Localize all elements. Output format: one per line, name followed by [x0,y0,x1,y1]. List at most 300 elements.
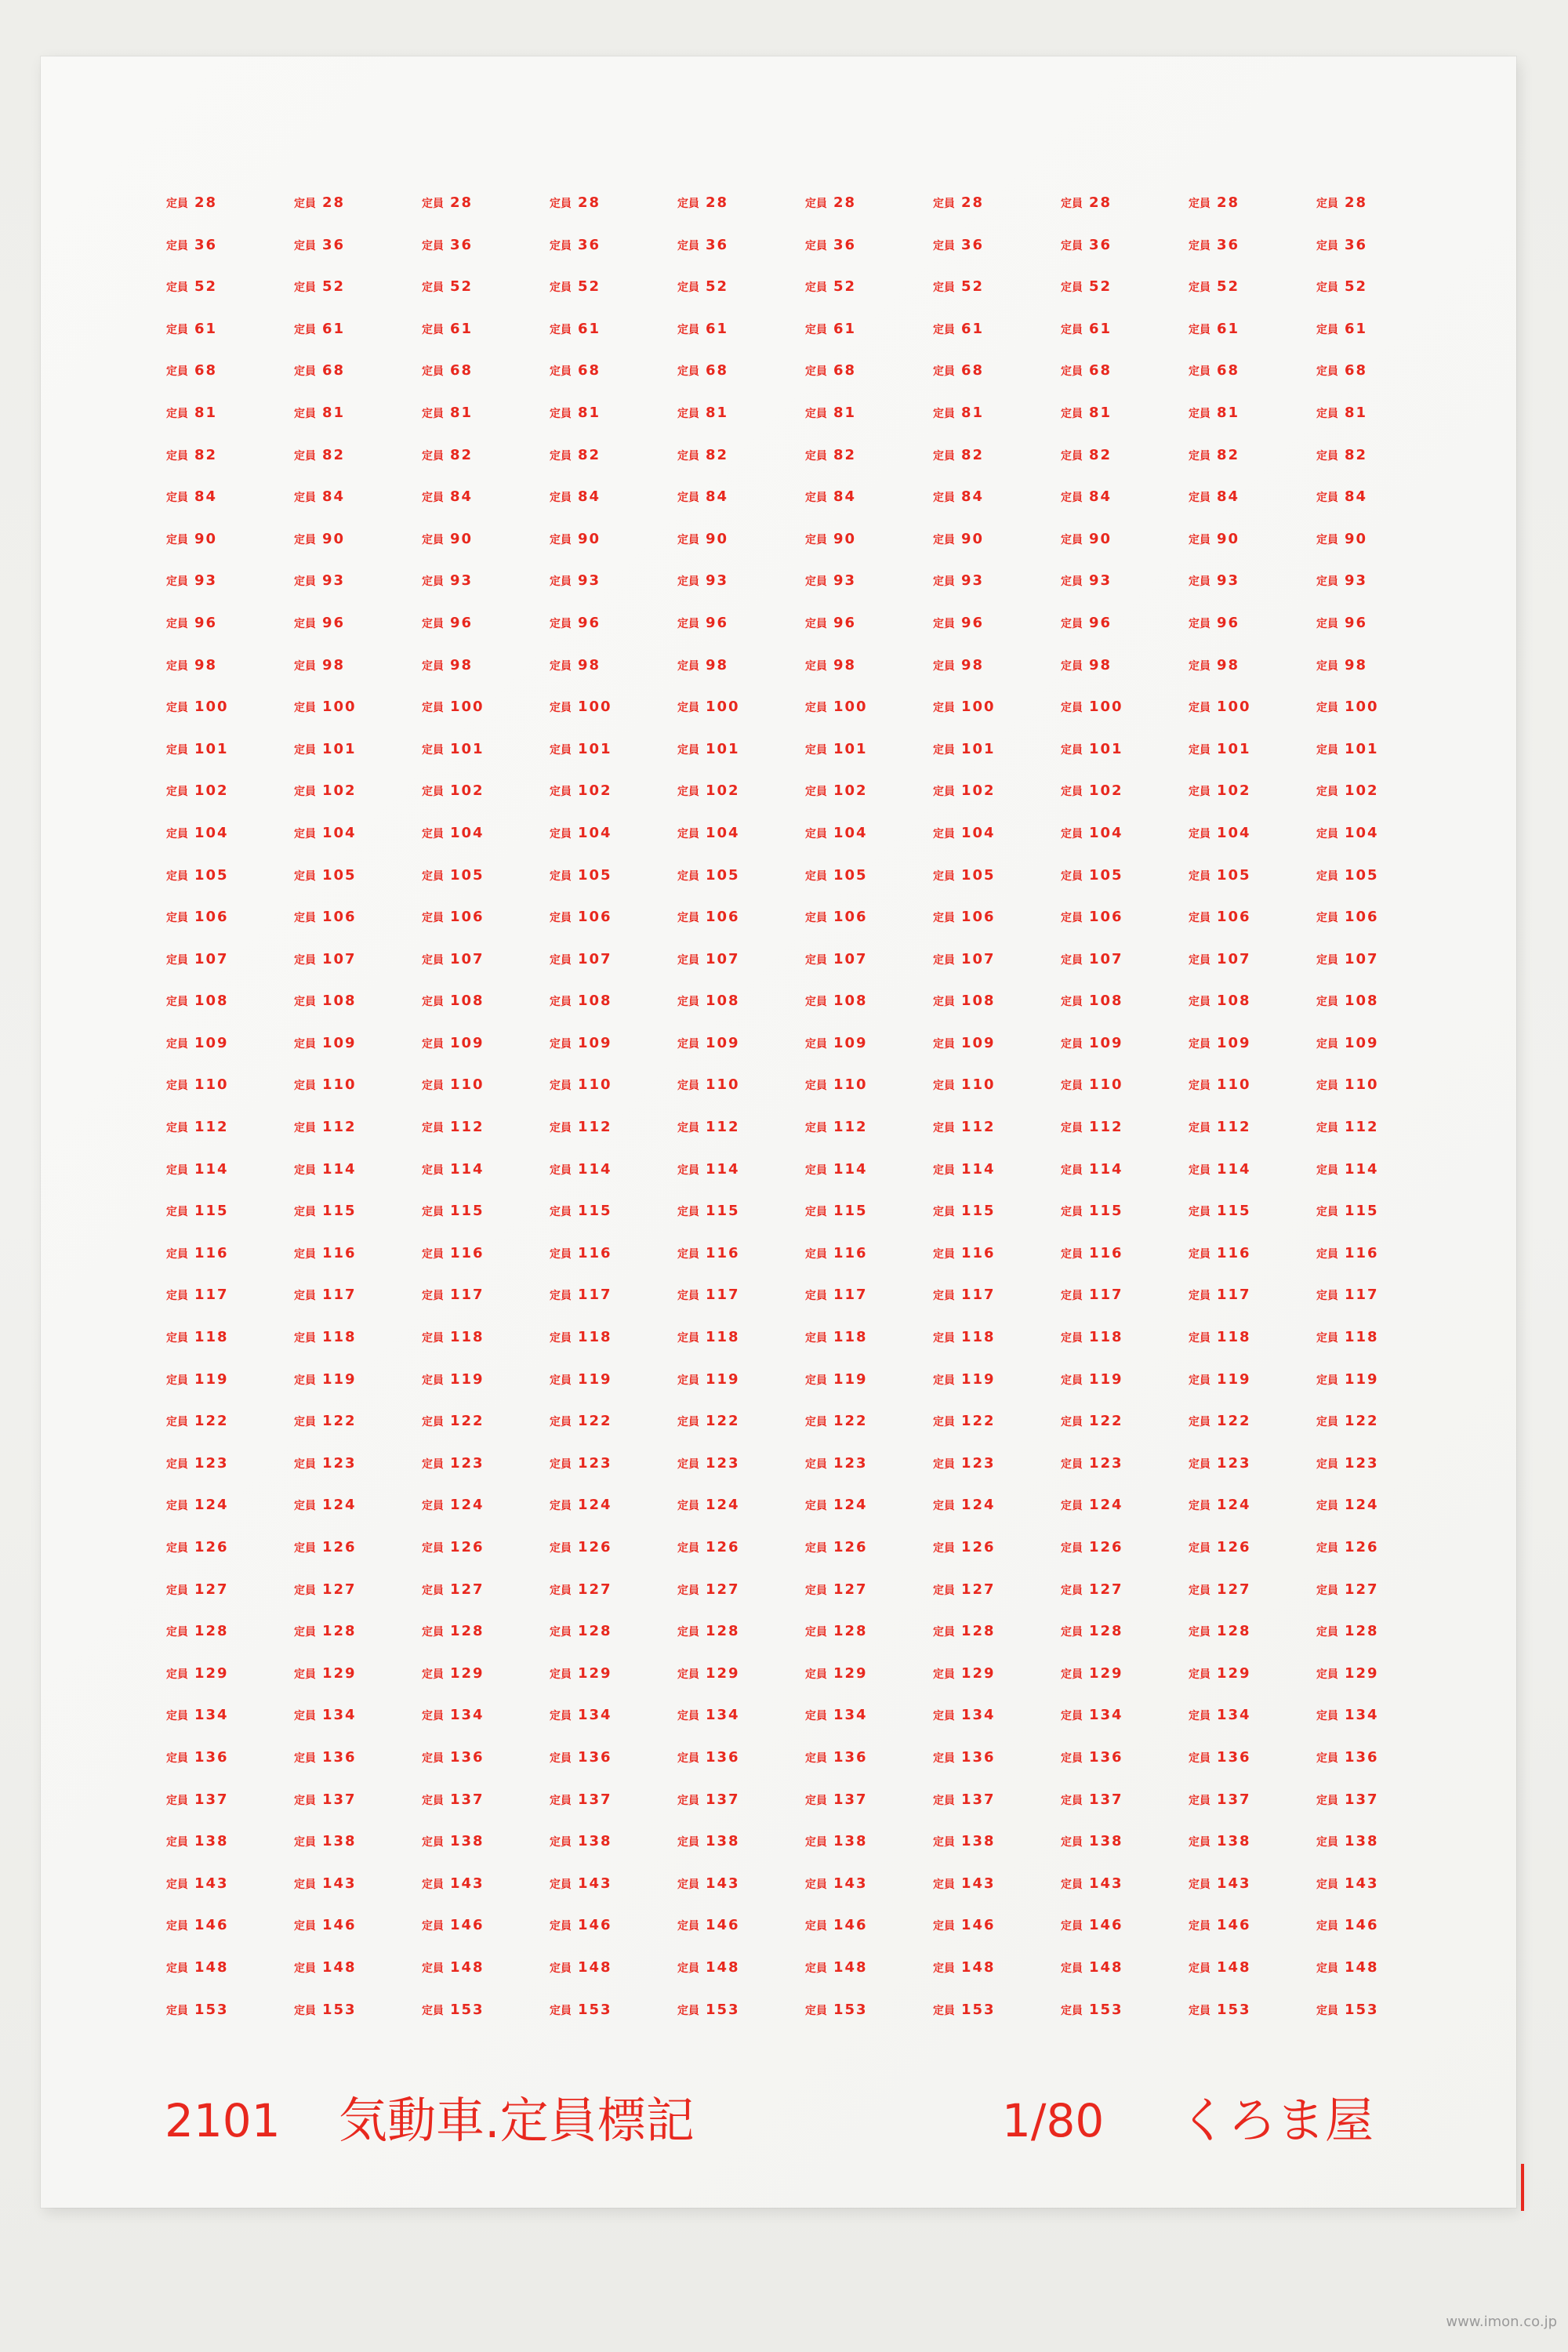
capacity-label [805,686,933,728]
capacity-label-prefix: 定員 [1189,2004,1210,2017]
capacity-label-number: 98 [1345,656,1368,673]
capacity-label-number: 118 [706,1329,740,1346]
capacity-label-number: 116 [194,1244,229,1261]
capacity-label [550,560,677,602]
capacity-label-prefix: 定員 [677,323,699,336]
capacity-label [166,1737,294,1779]
capacity-label-prefix: 定員 [422,1290,444,1303]
capacity-label [677,224,805,267]
capacity-label-number: 100 [833,699,868,716]
capacity-label-number: 90 [450,530,474,547]
capacity-label-number: 96 [961,614,985,631]
capacity-label-prefix: 定員 [677,1794,699,1807]
capacity-label [166,1149,294,1191]
capacity-label-number: 119 [961,1370,996,1388]
capacity-label [933,1610,1061,1653]
capacity-label-number: 84 [1217,488,1240,506]
capacity-label [294,855,422,897]
capacity-label-number: 138 [1089,1833,1123,1850]
capacity-label-prefix: 定員 [422,617,444,630]
capacity-label [805,1904,933,1947]
capacity-label [166,1989,294,2031]
capacity-label-number: 127 [706,1581,740,1598]
capacity-label-number: 52 [1217,278,1240,296]
capacity-label-number: 105 [1217,866,1251,884]
capacity-label-prefix: 定員 [1189,786,1210,799]
capacity-label [1316,1947,1444,1989]
capacity-label-number: 118 [1217,1329,1251,1346]
capacity-label-prefix: 定員 [166,1500,188,1513]
capacity-label-prefix: 定員 [1316,1836,1338,1849]
capacity-label-prefix: 定員 [1061,1374,1083,1387]
capacity-label-prefix: 定員 [1189,1668,1210,1681]
capacity-label-number: 136 [833,1748,868,1766]
capacity-label-number: 90 [1217,530,1240,547]
capacity-label-number: 93 [578,572,601,590]
capacity-label-number: 122 [578,1413,612,1430]
capacity-label-number: 107 [961,950,996,967]
capacity-label-prefix: 定員 [805,743,827,757]
capacity-label-prefix: 定員 [294,1290,316,1303]
capacity-label-number: 82 [1089,446,1112,463]
capacity-label [422,1232,550,1275]
capacity-label-prefix: 定員 [805,1710,827,1723]
capacity-label-prefix: 定員 [1316,1247,1338,1261]
capacity-label-number: 127 [833,1581,868,1598]
capacity-label-prefix: 定員 [422,1878,444,1891]
capacity-label-number: 134 [1217,1707,1251,1724]
capacity-label [294,560,422,602]
capacity-label [1316,1064,1444,1106]
capacity-label-prefix: 定員 [422,407,444,420]
capacity-label [1061,350,1189,392]
capacity-label-prefix: 定員 [1061,869,1083,883]
capacity-label [677,728,805,771]
capacity-label-number: 82 [578,446,601,463]
capacity-label-number: 146 [706,1917,740,1934]
capacity-label-number: 104 [1089,824,1123,841]
capacity-label [422,476,550,518]
capacity-label-number: 68 [450,362,474,379]
capacity-label [1189,1022,1316,1065]
capacity-label-number: 123 [1217,1454,1251,1472]
capacity-label-number: 36 [1217,236,1240,253]
capacity-label [1061,686,1189,728]
capacity-label-number: 96 [578,614,601,631]
capacity-label-number: 114 [450,1160,485,1178]
capacity-label-number: 112 [706,1119,740,1136]
capacity-label-prefix: 定員 [933,702,955,715]
capacity-label [805,350,933,392]
capacity-label [166,308,294,350]
capacity-label-number: 107 [194,950,229,967]
capacity-label-number: 115 [194,1203,229,1220]
capacity-label [166,1947,294,1989]
capacity-label-number: 122 [1345,1413,1379,1430]
capacity-label-prefix: 定員 [677,1836,699,1849]
capacity-label-prefix: 定員 [294,1542,316,1555]
capacity-label-number: 36 [1345,236,1368,253]
capacity-label-prefix: 定員 [550,1457,572,1471]
capacity-label-number: 93 [1089,572,1112,590]
capacity-label-number: 81 [1217,404,1240,421]
capacity-label-prefix: 定員 [933,1794,955,1807]
capacity-label-prefix: 定員 [550,239,572,252]
capacity-label-number: 52 [322,278,346,296]
edge-mark [1521,2164,1524,2211]
capacity-label-prefix: 定員 [166,1122,188,1135]
capacity-label [1189,476,1316,518]
capacity-label-number: 104 [833,824,868,841]
capacity-label-prefix: 定員 [933,827,955,840]
capacity-label-prefix: 定員 [933,1290,955,1303]
capacity-label [933,1316,1061,1359]
capacity-label-prefix: 定員 [1189,1584,1210,1597]
capacity-label-number: 108 [706,993,740,1010]
capacity-label [294,518,422,561]
capacity-label [805,1820,933,1863]
capacity-label [294,1400,422,1443]
capacity-label-number: 100 [706,699,740,716]
capacity-label [805,980,933,1022]
capacity-label-number: 112 [1217,1119,1251,1136]
capacity-label [1189,1863,1316,1905]
capacity-label-number: 68 [322,362,346,379]
capacity-label-number: 137 [194,1791,229,1808]
capacity-label-number: 153 [578,2001,612,2018]
capacity-label-number: 102 [706,782,740,800]
capacity-label-number: 148 [961,1958,996,1976]
capacity-label-prefix: 定員 [933,449,955,463]
capacity-label [1316,1653,1444,1695]
capacity-label-number: 68 [833,362,857,379]
capacity-label [1316,812,1444,855]
capacity-label [1189,308,1316,350]
capacity-label-number: 52 [706,278,729,296]
capacity-label-prefix: 定員 [677,407,699,420]
capacity-label-number: 127 [450,1581,485,1598]
capacity-label-prefix: 定員 [1061,786,1083,799]
capacity-label-number: 122 [1217,1413,1251,1430]
capacity-label [294,476,422,518]
capacity-label-number: 127 [322,1581,357,1598]
capacity-label-prefix: 定員 [166,1751,188,1765]
capacity-label [1316,1149,1444,1191]
capacity-label-number: 117 [578,1287,612,1304]
capacity-label-prefix: 定員 [1316,996,1338,1009]
capacity-label-number: 61 [706,320,729,337]
capacity-label-prefix: 定員 [933,1836,955,1849]
capacity-label-number: 82 [1217,446,1240,463]
capacity-label [550,602,677,644]
capacity-label [166,938,294,981]
capacity-label-number: 153 [833,2001,868,2018]
capacity-label [1189,855,1316,897]
capacity-label [677,350,805,392]
capacity-label-number: 134 [578,1707,612,1724]
capacity-label-prefix: 定員 [422,575,444,589]
capacity-label [677,980,805,1022]
capacity-label [166,1694,294,1737]
capacity-label-number: 146 [578,1917,612,1934]
capacity-label [1316,182,1444,224]
capacity-label-number: 114 [961,1160,996,1178]
capacity-label-number: 93 [1345,572,1368,590]
capacity-label-number: 101 [194,740,229,757]
capacity-label-number: 110 [833,1076,868,1094]
capacity-label-number: 143 [961,1875,996,1892]
capacity-label-number: 153 [1089,2001,1123,2018]
capacity-label [1189,1989,1316,2031]
capacity-label [933,308,1061,350]
capacity-label [550,476,677,518]
capacity-label-number: 118 [322,1329,357,1346]
capacity-label [422,1653,550,1695]
capacity-label-number: 28 [833,194,857,211]
capacity-label [1061,1190,1189,1232]
capacity-label-prefix: 定員 [422,323,444,336]
capacity-label-prefix: 定員 [550,743,572,757]
capacity-label [1189,1653,1316,1695]
capacity-label-number: 98 [194,656,218,673]
capacity-label-prefix: 定員 [294,996,316,1009]
capacity-label-number: 123 [833,1454,868,1472]
capacity-label-prefix: 定員 [933,533,955,546]
capacity-label-number: 84 [578,488,601,506]
capacity-label [933,1526,1061,1569]
capacity-label-number: 68 [194,362,218,379]
capacity-label-number: 93 [961,572,985,590]
capacity-label [1316,1400,1444,1443]
capacity-label [677,392,805,434]
capacity-label-prefix: 定員 [805,1080,827,1093]
capacity-label-prefix: 定員 [1189,1878,1210,1891]
capacity-label-prefix: 定員 [294,1878,316,1891]
capacity-label [1061,896,1189,938]
capacity-label-number: 123 [322,1454,357,1472]
capacity-label-prefix: 定員 [1061,1416,1083,1429]
capacity-label-number: 153 [450,2001,485,2018]
capacity-label-prefix: 定員 [1061,1457,1083,1471]
capacity-label-prefix: 定員 [805,323,827,336]
capacity-label-prefix: 定員 [294,1751,316,1765]
capacity-label-prefix: 定員 [422,1751,444,1765]
capacity-label-number: 146 [322,1917,357,1934]
capacity-label-prefix: 定員 [933,575,955,589]
capacity-label-prefix: 定員 [550,1836,572,1849]
capacity-label-prefix: 定員 [1061,1751,1083,1765]
capacity-label-prefix: 定員 [1061,2004,1083,2017]
capacity-label-prefix: 定員 [1316,1080,1338,1093]
capacity-label-prefix: 定員 [550,1163,572,1177]
capacity-label-number: 122 [706,1413,740,1430]
capacity-label [1061,938,1189,981]
capacity-label [166,392,294,434]
capacity-label-number: 124 [961,1497,996,1514]
capacity-label-prefix: 定員 [294,1206,316,1219]
capacity-label [294,1190,422,1232]
capacity-label-number: 134 [706,1707,740,1724]
capacity-label-number: 109 [1089,1034,1123,1051]
capacity-label-number: 109 [322,1034,357,1051]
capacity-label [933,812,1061,855]
capacity-label [550,224,677,267]
capacity-label-number: 104 [961,824,996,841]
capacity-label-number: 128 [961,1623,996,1640]
capacity-label [1316,1737,1444,1779]
capacity-label [1061,1989,1189,2031]
capacity-label-number: 138 [578,1833,612,1850]
capacity-label [1061,1064,1189,1106]
capacity-label [1189,1820,1316,1863]
capacity-label [550,938,677,981]
capacity-label-number: 110 [961,1076,996,1094]
capacity-label-number: 68 [1217,362,1240,379]
capacity-label-number: 105 [194,866,229,884]
capacity-label-prefix: 定員 [550,449,572,463]
capacity-label-prefix: 定員 [1061,702,1083,715]
capacity-label [422,1737,550,1779]
capacity-label [933,1064,1061,1106]
capacity-label-prefix: 定員 [933,786,955,799]
capacity-label-number: 36 [1089,236,1112,253]
capacity-label [422,980,550,1022]
capacity-label [933,1400,1061,1443]
capacity-label [166,350,294,392]
capacity-label-number: 61 [450,320,474,337]
capacity-label-number: 107 [578,950,612,967]
capacity-label-prefix: 定員 [422,198,444,210]
capacity-label-number: 61 [1217,320,1240,337]
capacity-label-prefix: 定員 [933,1500,955,1513]
capacity-label-number: 106 [1345,909,1379,926]
capacity-label [1189,644,1316,687]
capacity-label-number: 100 [1089,699,1123,716]
capacity-label [1061,518,1189,561]
capacity-label-number: 124 [1345,1497,1379,1514]
capacity-label-number: 116 [706,1244,740,1261]
capacity-label-number: 123 [1345,1454,1379,1472]
capacity-label-number: 116 [578,1244,612,1261]
capacity-label-prefix: 定員 [1189,1542,1210,1555]
capacity-label [933,1232,1061,1275]
capacity-label-prefix: 定員 [294,953,316,967]
capacity-label-prefix: 定員 [550,365,572,379]
capacity-label-number: 102 [194,782,229,800]
capacity-label [550,1653,677,1695]
capacity-label-number: 101 [450,740,485,757]
capacity-label [933,1820,1061,1863]
capacity-label-prefix: 定員 [933,953,955,967]
capacity-label [805,1610,933,1653]
capacity-label-number: 146 [833,1917,868,1934]
capacity-label-prefix: 定員 [166,2004,188,2017]
capacity-label-number: 124 [706,1497,740,1514]
capacity-label-prefix: 定員 [933,1080,955,1093]
capacity-label-prefix: 定員 [805,996,827,1009]
capacity-label [933,182,1061,224]
capacity-label-number: 128 [578,1623,612,1640]
capacity-label-number: 119 [322,1370,357,1388]
capacity-label-prefix: 定員 [933,1751,955,1765]
capacity-label-prefix: 定員 [933,2004,955,2017]
capacity-label [294,1526,422,1569]
capacity-label-number: 118 [1089,1329,1123,1346]
capacity-label-prefix: 定員 [805,492,827,505]
capacity-label-number: 84 [450,488,474,506]
capacity-label [1316,1190,1444,1232]
capacity-label-prefix: 定員 [805,869,827,883]
capacity-label-prefix: 定員 [294,1080,316,1093]
capacity-label-prefix: 定員 [677,1080,699,1093]
capacity-label-prefix: 定員 [1316,827,1338,840]
capacity-label-prefix: 定員 [166,1457,188,1471]
capacity-label-prefix: 定員 [550,1122,572,1135]
capacity-label [1061,1316,1189,1359]
label-column [677,182,805,2031]
capacity-label [805,1149,933,1191]
capacity-label-number: 138 [194,1833,229,1850]
capacity-label-number: 84 [194,488,218,506]
capacity-label-number: 106 [706,909,740,926]
capacity-label-number: 52 [833,278,857,296]
capacity-label-prefix: 定員 [805,659,827,673]
capacity-label [550,308,677,350]
capacity-label [677,686,805,728]
capacity-label-number: 110 [578,1076,612,1094]
capacity-label-prefix: 定員 [166,996,188,1009]
capacity-label-prefix: 定員 [677,1500,699,1513]
capacity-label-prefix: 定員 [294,1037,316,1051]
capacity-label [1061,855,1189,897]
capacity-label-number: 96 [706,614,729,631]
capacity-label-number: 107 [706,950,740,967]
capacity-label-number: 123 [450,1454,485,1472]
capacity-label-number: 117 [450,1287,485,1304]
capacity-label [933,1484,1061,1526]
capacity-label-number: 93 [450,572,474,590]
capacity-label-prefix: 定員 [294,912,316,925]
capacity-label-number: 146 [1089,1917,1123,1934]
watermark: www.imon.co.jp [1446,2314,1557,2330]
capacity-label-prefix: 定員 [933,1332,955,1345]
capacity-label-prefix: 定員 [1189,198,1210,210]
capacity-label [1189,1569,1316,1611]
capacity-label [1061,1359,1189,1401]
capacity-label-prefix: 定員 [1316,239,1338,252]
capacity-label-number: 128 [1345,1623,1379,1640]
capacity-label [422,1359,550,1401]
capacity-label [422,812,550,855]
capacity-label-number: 81 [194,404,218,421]
capacity-label [166,896,294,938]
capacity-label-prefix: 定員 [550,1542,572,1555]
decal-sheet [41,56,1516,2208]
capacity-label-number: 117 [194,1287,229,1304]
capacity-label [1189,182,1316,224]
capacity-label-number: 110 [1089,1076,1123,1094]
capacity-label-prefix: 定員 [166,827,188,840]
capacity-label-prefix: 定員 [422,1626,444,1639]
capacity-label-prefix: 定員 [805,2004,827,2017]
capacity-label [294,1484,422,1526]
capacity-label [677,1274,805,1316]
capacity-label [677,1316,805,1359]
capacity-label-prefix: 定員 [422,869,444,883]
capacity-label-prefix: 定員 [1061,1710,1083,1723]
capacity-label [1189,560,1316,602]
capacity-label [1061,1232,1189,1275]
